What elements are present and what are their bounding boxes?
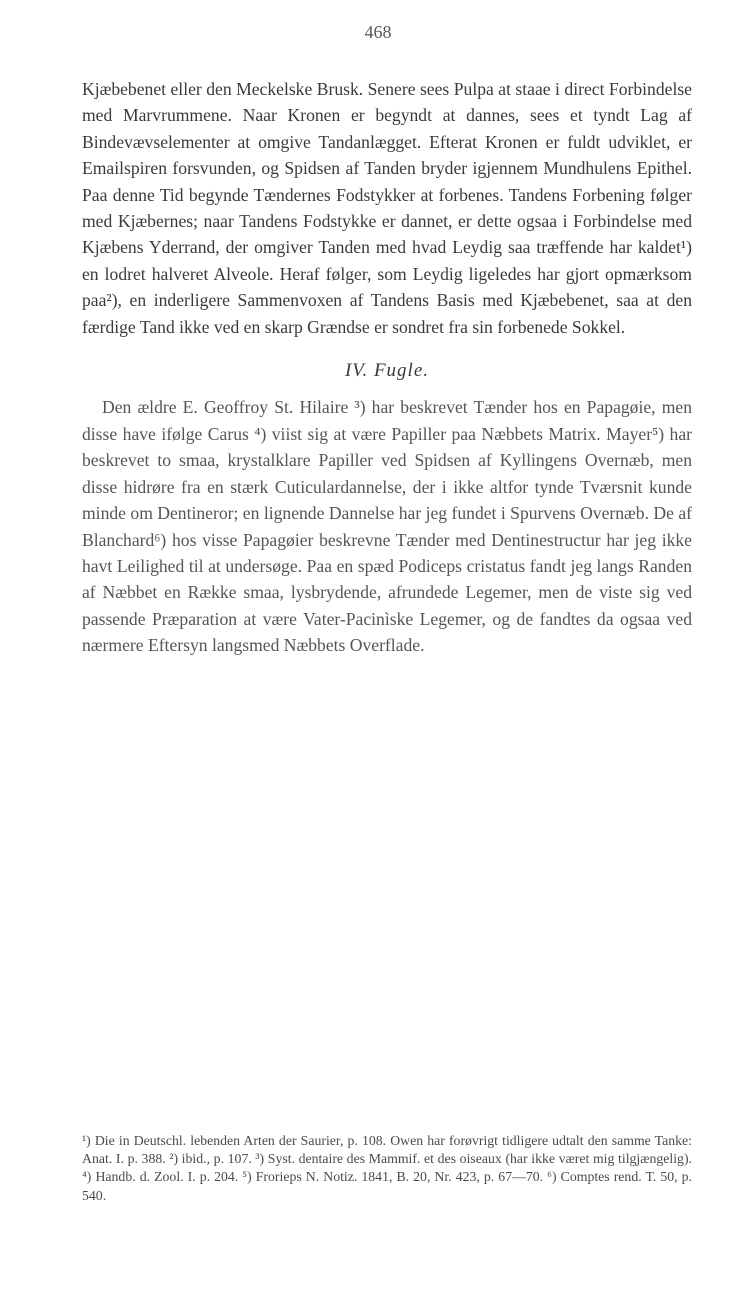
paragraph-birds: Den ældre E. Geoffroy St. Hilaire ³) har beskrevet Tænder hos en Papagøie, men disse have ifølge Carus ⁴) viist sig at være Papiller paa Næbbets Matrix. Mayer⁵) har beskrevet to smaa, krystalklare Papiller ved Spidsen af Kyllingens Overnæb, men disse hidrøre fra en stærk Cuticulardannelse, der i ikke altfor tynde Tværsnit kunde minde om Dentineror; en lignende Dannelse har jeg fundet i Spurvens Overnæb. De af Blanchard⁶) hos visse Papagøier beskrevne Tænder med Dentinestructur har jeg ikke havt Leilighed til at undersøge. Paa en spæd Podiceps cristatus fandt jeg langs Randen af Næbbet en Række smaa, lysbrydende, afrundede Legemer, men de viste sig ved passende Præparation at være Vater-Pacinìske Legemer, og de fandtes da ogsaa ved nærmere Eftersyn langsmed Næbbets Overflade. <box>82 397 692 656</box>
body-text <box>82 76 692 659</box>
footnotes <box>82 1132 692 1205</box>
paragraph-continuation: Kjæbebenet eller den Meckelske Brusk. Senere sees Pulpa at staae i direct Forbindelse med Marvrummene. Naar Kronen er begyndt at dannes, sees et tyndt Lag af Bindevævselementer at omgive Tandanlægget. Efterat Kronen er fuldt udviklet, er Emailspiren forsvunden, og Spidsen af Tanden bryder igjennem Mundhulens Epithel. Paa denne Tid begynde Tændernes Fodstykker at forbenes. Tandens Forbening følger med Kjæbernes; naar Tandens Fodstykke er dannet, er dette ogsaa i Forbindelse med Kjæbens Yderrand, der omgiver Tanden med hvad Leydig saa træffende har kaldet¹) en lodret halveret Alveole. Heraf følger, som Leydig ligeledes har gjort opmærksom paa²), en inderligere Sammenvoxen af Tandens Basis med Kjæbebenet, saa at den færdige Tand ikke ved en skarp Grændse er sondret fra sin forbenede Sokkel. <box>82 79 692 337</box>
section-heading: IV. Fugle. <box>344 360 430 382</box>
page-number: 468 <box>364 22 392 42</box>
footnote-text: ¹) Die in Deutschl. lebenden Arten der Saurier, p. 108. Owen har forøvrigt tidligere udtalt den samme Tanke: Anat. I. p. 388. ²) ibid., p. 107. ³) Syst. dentaire des Mammif. et des oiseaux (har ikke været mig tilgjængelig). ⁴) Handb. d. Zool. I. p. 204. ⁵) Frorieps N. Notiz. 1841, B. 20, Nr. 423, p. 67—70. ⁶) Comptes rend. T. 50, p. 540. <box>82 1133 692 1203</box>
